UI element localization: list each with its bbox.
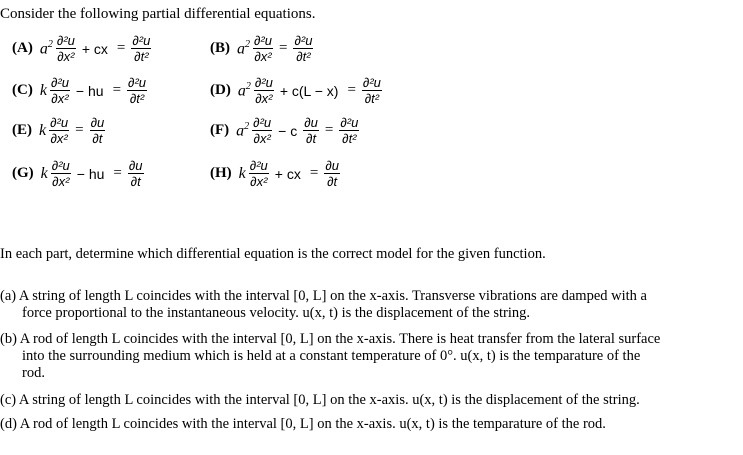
coefficient: k xyxy=(238,164,246,182)
coefficient-exponent: 2 xyxy=(245,38,250,50)
equals-sign: = xyxy=(75,122,84,138)
equation-e xyxy=(12,116,105,145)
coefficient: $a^2$ xyxy=(236,120,250,140)
rhs-fraction xyxy=(339,116,359,145)
lhs-fraction xyxy=(253,34,273,63)
part-line1: A string of length L coincides with the interval [0, L] on the x-axis. Transverse vibrations are damped with a xyxy=(18,288,647,304)
coefficient: k xyxy=(39,121,47,139)
intro-text: Consider the following partial differential equations. xyxy=(0,6,316,22)
equation-f xyxy=(210,116,359,145)
rhs-fraction-denominator: ∂t xyxy=(324,173,340,188)
part-first-line xyxy=(0,288,647,304)
middle-term: − c xyxy=(278,122,298,139)
part-b xyxy=(0,331,735,382)
middle-term: + c(L − x) xyxy=(279,82,339,99)
part-first-line xyxy=(0,331,660,347)
part-line2: into the surrounding medium which is held at a constant temperature of 0°. u(x, t) is the temparature of the xyxy=(22,348,641,364)
equation-label: (H) xyxy=(210,165,232,181)
coefficient: $a^2$ xyxy=(237,80,251,100)
rhs-fraction-numerator: ∂²u xyxy=(362,75,381,90)
middle-fraction xyxy=(303,116,319,145)
coefficient: $a^2$ xyxy=(39,38,53,58)
lhs-fraction-numerator: ∂²u xyxy=(254,33,272,48)
equation-h xyxy=(210,159,340,188)
rhs-fraction-denominator: ∂t² xyxy=(293,48,313,63)
part-label: (c) xyxy=(0,392,17,408)
lhs-fraction-denominator: ∂x² xyxy=(255,91,273,106)
middle-term: − hu xyxy=(75,82,104,99)
lhs-fraction xyxy=(252,116,272,145)
rhs-fraction xyxy=(90,116,106,145)
middle-term: + cx xyxy=(274,165,301,182)
lhs-fraction-numerator: ∂²u xyxy=(50,75,69,90)
part-line1: A rod of length L coincides with the interval [0, L] on the x-axis. u(x, t) is the temparature of the rod. xyxy=(19,416,606,432)
lhs-fraction-numerator: ∂²u xyxy=(51,158,70,173)
equation-label: (B) xyxy=(210,40,230,56)
part-first-line xyxy=(0,392,640,408)
middle-fraction-denominator: ∂t xyxy=(303,130,319,145)
equation-label: (G) xyxy=(12,165,34,181)
coefficient: $a^2$ xyxy=(237,38,250,58)
equation-a xyxy=(12,34,151,63)
rhs-fraction-denominator: ∂t² xyxy=(362,90,382,105)
lhs-fraction xyxy=(49,116,69,145)
equals-sign: = xyxy=(112,82,122,98)
lhs-fraction xyxy=(254,76,274,105)
equation-label: (E) xyxy=(12,122,32,138)
part-d xyxy=(0,416,735,433)
rhs-fraction-denominator: ∂t xyxy=(90,130,106,145)
rhs-fraction-numerator: ∂²u xyxy=(294,33,313,48)
rhs-fraction xyxy=(127,76,147,105)
equation-label: (F) xyxy=(210,122,230,138)
coefficient-exponent: 2 xyxy=(47,38,53,50)
part-line2: force proportional to the instantaneous velocity. u(x, t) is the displacement of the string. xyxy=(22,305,531,321)
part-line1: A rod of length L coincides with the interval [0, L] on the x-axis. There is heat transfer from the lateral surface xyxy=(19,331,661,347)
rhs-fraction xyxy=(324,159,340,188)
lhs-fraction-numerator: ∂²u xyxy=(253,115,272,130)
part-label: (d) xyxy=(0,416,17,432)
rhs-fraction-numerator: ∂u xyxy=(128,158,143,173)
coefficient-exponent: 2 xyxy=(245,80,251,92)
lhs-fraction xyxy=(249,159,269,188)
equation-label: (D) xyxy=(210,82,231,98)
rhs-fraction-denominator: ∂t xyxy=(128,173,144,188)
coefficient: k xyxy=(40,164,48,182)
lhs-fraction-denominator: ∂x² xyxy=(57,49,75,64)
equals-sign: = xyxy=(278,40,288,56)
lhs-fraction-denominator: ∂x² xyxy=(250,174,268,189)
rhs-fraction-denominator: ∂t² xyxy=(127,90,147,105)
rhs-fraction xyxy=(293,34,313,63)
lhs-fraction-numerator: ∂²u xyxy=(50,115,69,130)
equals-sign: = xyxy=(324,122,334,138)
part-c xyxy=(0,392,735,409)
part-line1: A string of length L coincides with the interval [0, L] on the x-axis. u(x, t) is the displacement of the string. xyxy=(18,392,640,408)
lhs-fraction xyxy=(50,76,70,105)
rhs-fraction-numerator: ∂u xyxy=(90,115,105,130)
instruction-text: In each part, determine which differential equation is the correct model for the given function. xyxy=(0,246,546,262)
part-label: (b) xyxy=(0,331,17,347)
equation-label: (A) xyxy=(12,40,33,56)
equation-d xyxy=(210,76,382,105)
equation-label: (C) xyxy=(12,82,33,98)
equals-sign: = xyxy=(116,40,126,56)
equals-sign: = xyxy=(113,165,122,181)
part-first-line xyxy=(0,416,606,432)
equals-sign: = xyxy=(347,82,356,98)
lhs-fraction-numerator: ∂²u xyxy=(56,33,75,48)
equation-c xyxy=(12,76,147,105)
part-label: (a) xyxy=(0,288,17,304)
lhs-fraction-denominator: ∂x² xyxy=(254,49,272,64)
rhs-fraction xyxy=(128,159,144,188)
part-a xyxy=(0,288,735,322)
lhs-fraction-numerator: ∂²u xyxy=(254,75,273,90)
rhs-fraction xyxy=(362,76,382,105)
rhs-fraction-denominator: ∂t² xyxy=(339,130,359,145)
rhs-fraction-numerator: ∂²u xyxy=(128,75,147,90)
coefficient-exponent: 2 xyxy=(244,120,250,132)
lhs-fraction xyxy=(56,34,76,63)
rhs-fraction-denominator: ∂t² xyxy=(131,48,151,63)
middle-term: + cx xyxy=(81,40,108,57)
rhs-fraction xyxy=(131,34,151,63)
middle-term: − hu xyxy=(76,165,105,182)
lhs-fraction-denominator: ∂x² xyxy=(253,131,271,146)
equals-sign: = xyxy=(309,165,319,181)
lhs-fraction-denominator: ∂x² xyxy=(51,91,69,106)
middle-fraction-numerator: ∂u xyxy=(304,115,318,130)
lhs-fraction-denominator: ∂x² xyxy=(50,131,68,146)
coefficient: k xyxy=(39,81,47,99)
rhs-fraction-numerator: ∂u xyxy=(325,158,339,173)
rhs-fraction-numerator: ∂²u xyxy=(340,115,359,130)
equation-g xyxy=(12,159,144,188)
equation-b xyxy=(210,34,313,63)
rhs-fraction-numerator: ∂²u xyxy=(132,33,151,48)
lhs-fraction-denominator: ∂x² xyxy=(52,174,70,189)
lhs-fraction-numerator: ∂²u xyxy=(249,158,268,173)
part-line3: rod. xyxy=(22,365,45,381)
lhs-fraction xyxy=(51,159,71,188)
